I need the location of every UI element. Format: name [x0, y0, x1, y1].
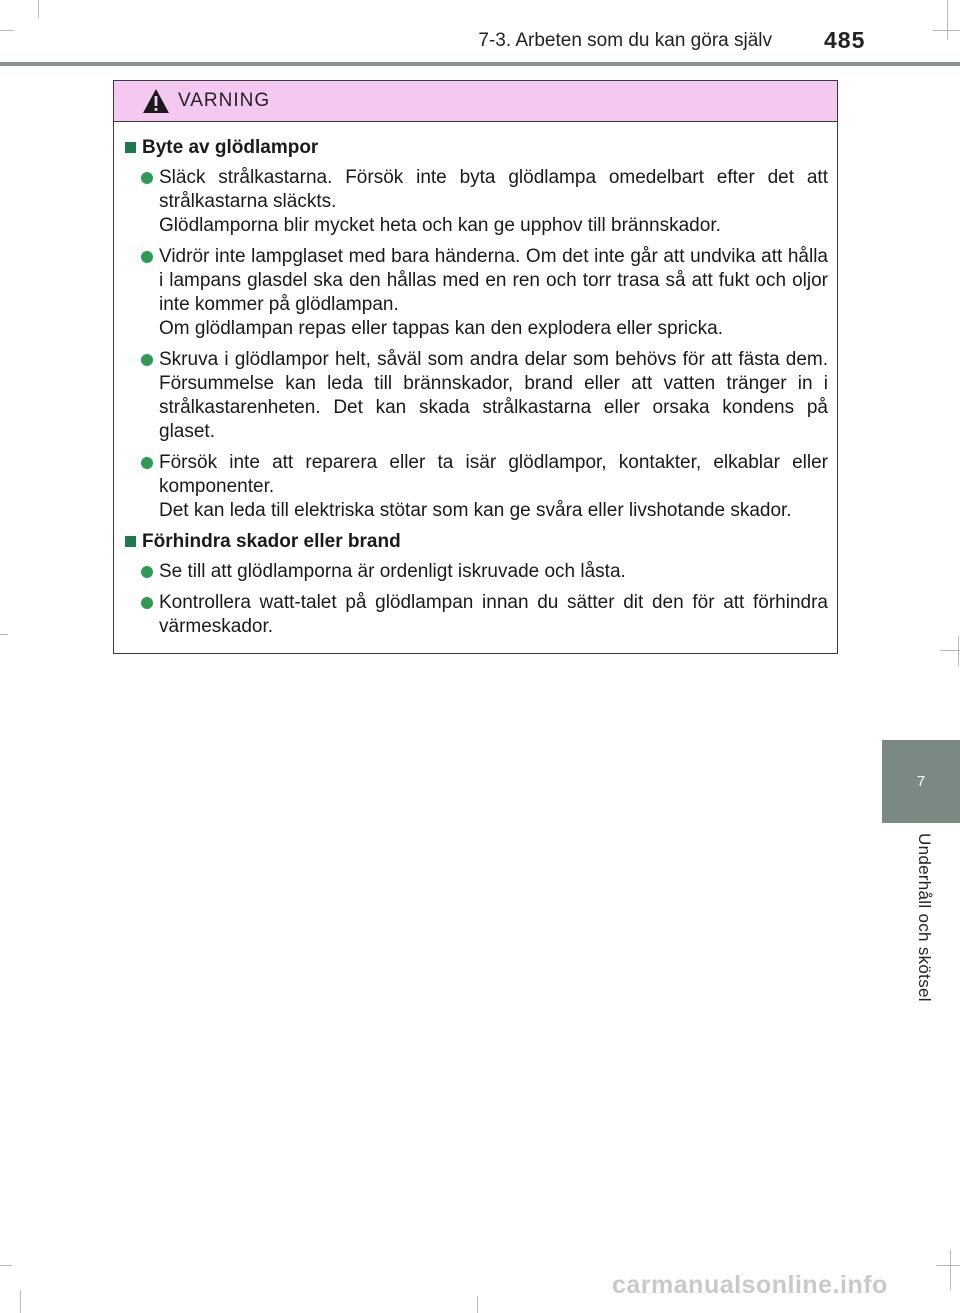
warning-body [114, 122, 837, 639]
bullet-dot-icon [141, 566, 153, 578]
crop-mark [477, 1296, 478, 1313]
warning-header [114, 81, 837, 122]
square-bullet-icon [125, 536, 136, 547]
crop-mark [936, 1265, 960, 1266]
page-number: 485 [824, 27, 866, 53]
chapter-number: 7 [916, 773, 926, 790]
paragraph: Kontrollera watt-talet på glödlampan innan du sätter dit den för att förhindra värmeskador. [159, 592, 828, 637]
crop-mark [0, 1265, 12, 1266]
paragraph: Om glödlampan repas eller tappas kan den explodera eller spricka. [159, 318, 723, 339]
list-item [141, 348, 828, 444]
bullet-dot-icon [141, 457, 153, 469]
crop-mark [950, 1250, 951, 1290]
list-item [141, 591, 828, 639]
list-item [141, 245, 828, 341]
header-divider [0, 62, 960, 66]
warning-title: VARNING [178, 90, 271, 111]
list-item-text [159, 348, 828, 444]
watermark: carmanualsonline.info [612, 1271, 888, 1299]
section-heading-text: Byte av glödlampor [142, 137, 319, 158]
list-item-text [159, 451, 828, 523]
list-item-text [159, 245, 828, 341]
paragraph: Skruva i glödlampor helt, såväl som andra delar som behövs för att fästa dem. Försummelse kan leda till brännskador, brand eller att vatten tränger in i strålkastarenheten. Det kan skada strålkastarna eller orsaka kondens på glaset. [159, 349, 828, 442]
paragraph: Släck strålkastarna. Försök inte byta glödlampa omedelbart efter det att strålkastarna släckts. [159, 167, 828, 212]
crop-mark [947, 0, 948, 40]
bullet-dot-icon [141, 251, 153, 263]
chapter-label: Underhåll och skötsel [915, 833, 934, 1002]
list-item-text [159, 560, 828, 584]
section-heading [123, 530, 828, 554]
crop-mark [940, 650, 960, 651]
list-item-text [159, 591, 828, 639]
list-item [141, 560, 828, 584]
crop-mark [20, 1290, 21, 1313]
crop-mark [958, 636, 959, 666]
crop-mark [0, 634, 8, 635]
list-item [141, 166, 828, 238]
crop-mark [38, 0, 39, 18]
chapter-tab[interactable] [882, 740, 960, 823]
section-heading-text: Förhindra skador eller brand [142, 531, 401, 552]
paragraph: Försök inte att reparera eller ta isär glödlampor, kontakter, elkablar eller komponenter. [159, 452, 828, 497]
paragraph: Det kan leda till elektriska stötar som kan ge svåra eller livshotande skador. [159, 500, 792, 521]
list-item-text [159, 166, 828, 238]
section-heading [123, 136, 828, 160]
warning-box [113, 80, 838, 654]
bullet-dot-icon [141, 172, 153, 184]
list-item [141, 451, 828, 523]
warning-triangle-icon [142, 88, 170, 114]
paragraph: Glödlamporna blir mycket heta och kan ge upphov till brännskador. [159, 215, 721, 236]
bullet-dot-icon [141, 597, 153, 609]
crop-mark [0, 30, 14, 31]
crop-mark [933, 30, 960, 31]
section-title: 7-3. Arbeten som du kan göra själv [478, 30, 772, 51]
paragraph: Se till att glödlamporna är ordenligt iskruvade och låsta. [159, 561, 626, 582]
bullet-dot-icon [141, 354, 153, 366]
square-bullet-icon [125, 142, 136, 153]
paragraph: Vidrör inte lampglaset med bara händerna. Om det inte går att undvika att hålla i lampans glasdel ska den hållas med en ren och torr trasa så att fukt och oljor inte kommer på glödlampan. [159, 246, 828, 315]
